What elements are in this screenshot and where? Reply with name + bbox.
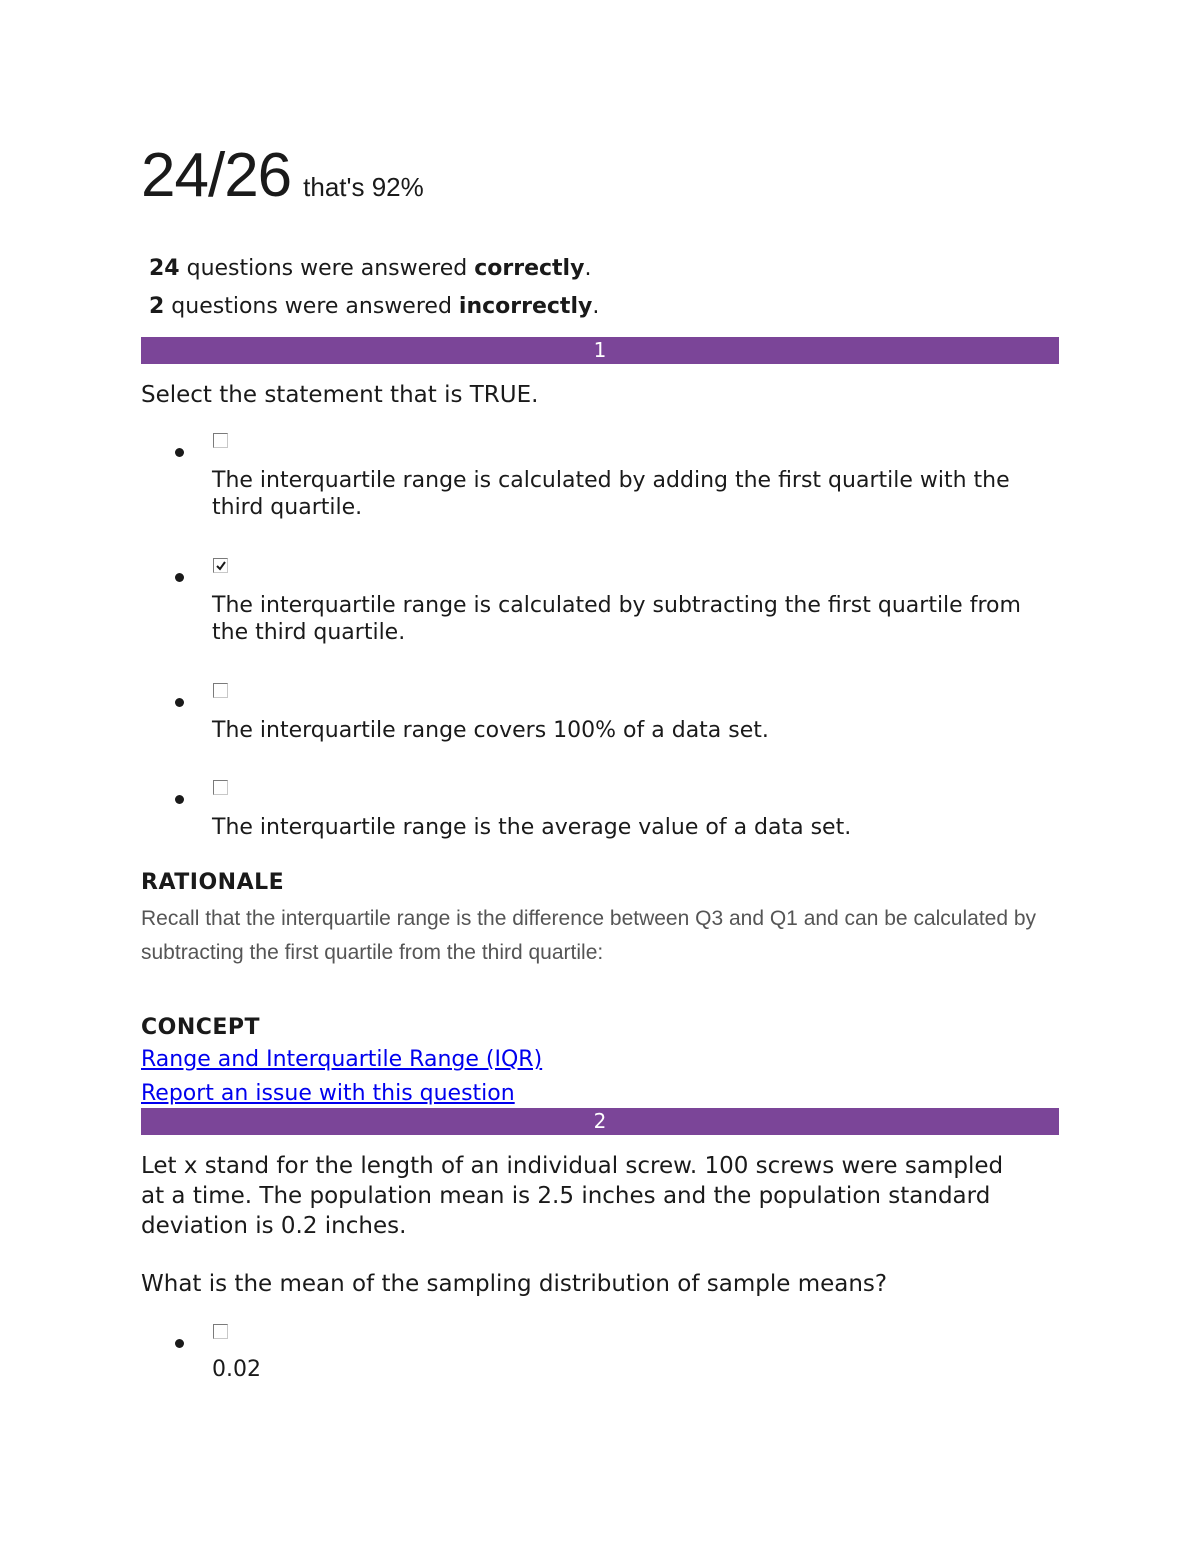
bullet (175, 795, 184, 804)
score-percent: that's 92% (303, 172, 424, 202)
correct-summary: 24 questions were answered correctly. (149, 256, 592, 281)
score-header (141, 140, 424, 211)
checkmark-icon (215, 560, 227, 572)
incorrect-summary: 2 questions were answered incorrectly. (149, 294, 600, 319)
score-fraction: 24/26 (141, 141, 292, 210)
bullet (175, 573, 184, 582)
question-2-header-bar: 2 (141, 1108, 1059, 1135)
question-2-prompt: Let x stand for the length of an individual screw. 100 screws were sampled at a time. The population mean is 2.5 inches and the population standard deviation is 0.2 inches. (141, 1153, 1004, 1239)
option-text: The interquartile range covers 100% of a data set. (212, 718, 769, 743)
correct-word: correctly (474, 256, 585, 281)
option-checkbox[interactable] (213, 683, 228, 698)
rationale-heading: RATIONALE (141, 870, 285, 895)
option-text: The interquartile range is the average value of a data set. (212, 815, 852, 840)
question-2-prompt-2: What is the mean of the sampling distribution of sample means? (141, 1271, 888, 1297)
concept-heading: CONCEPT (141, 1015, 261, 1040)
question-1-prompt: Select the statement that is TRUE. (141, 382, 539, 408)
option-checkbox[interactable] (213, 1324, 228, 1339)
concept-link[interactable]: Range and Interquartile Range (IQR) (141, 1047, 543, 1072)
option-text: 0.02 (212, 1357, 261, 1382)
question-1-header-bar: 1 (141, 337, 1059, 364)
correct-count: 24 (149, 256, 180, 281)
rationale-text: Recall that the interquartile range is the difference between Q3 and Q1 and can be calculated by subtracting the first quartile from the third quartile: (141, 907, 1037, 964)
option-checkbox-checked[interactable] (213, 558, 228, 573)
option-text: The interquartile range is calculated by adding the first quartile with the third quartile. (212, 468, 1010, 520)
incorrect-count: 2 (149, 294, 165, 319)
report-issue-link[interactable]: Report an issue with this question (141, 1081, 515, 1106)
bullet (175, 698, 184, 707)
incorrect-word: incorrectly (458, 294, 593, 319)
bullet (175, 1339, 184, 1348)
option-checkbox[interactable] (213, 780, 228, 795)
option-checkbox[interactable] (213, 433, 228, 448)
bullet (175, 448, 184, 457)
option-text: The interquartile range is calculated by subtracting the first quartile from the third quartile. (212, 593, 1021, 645)
